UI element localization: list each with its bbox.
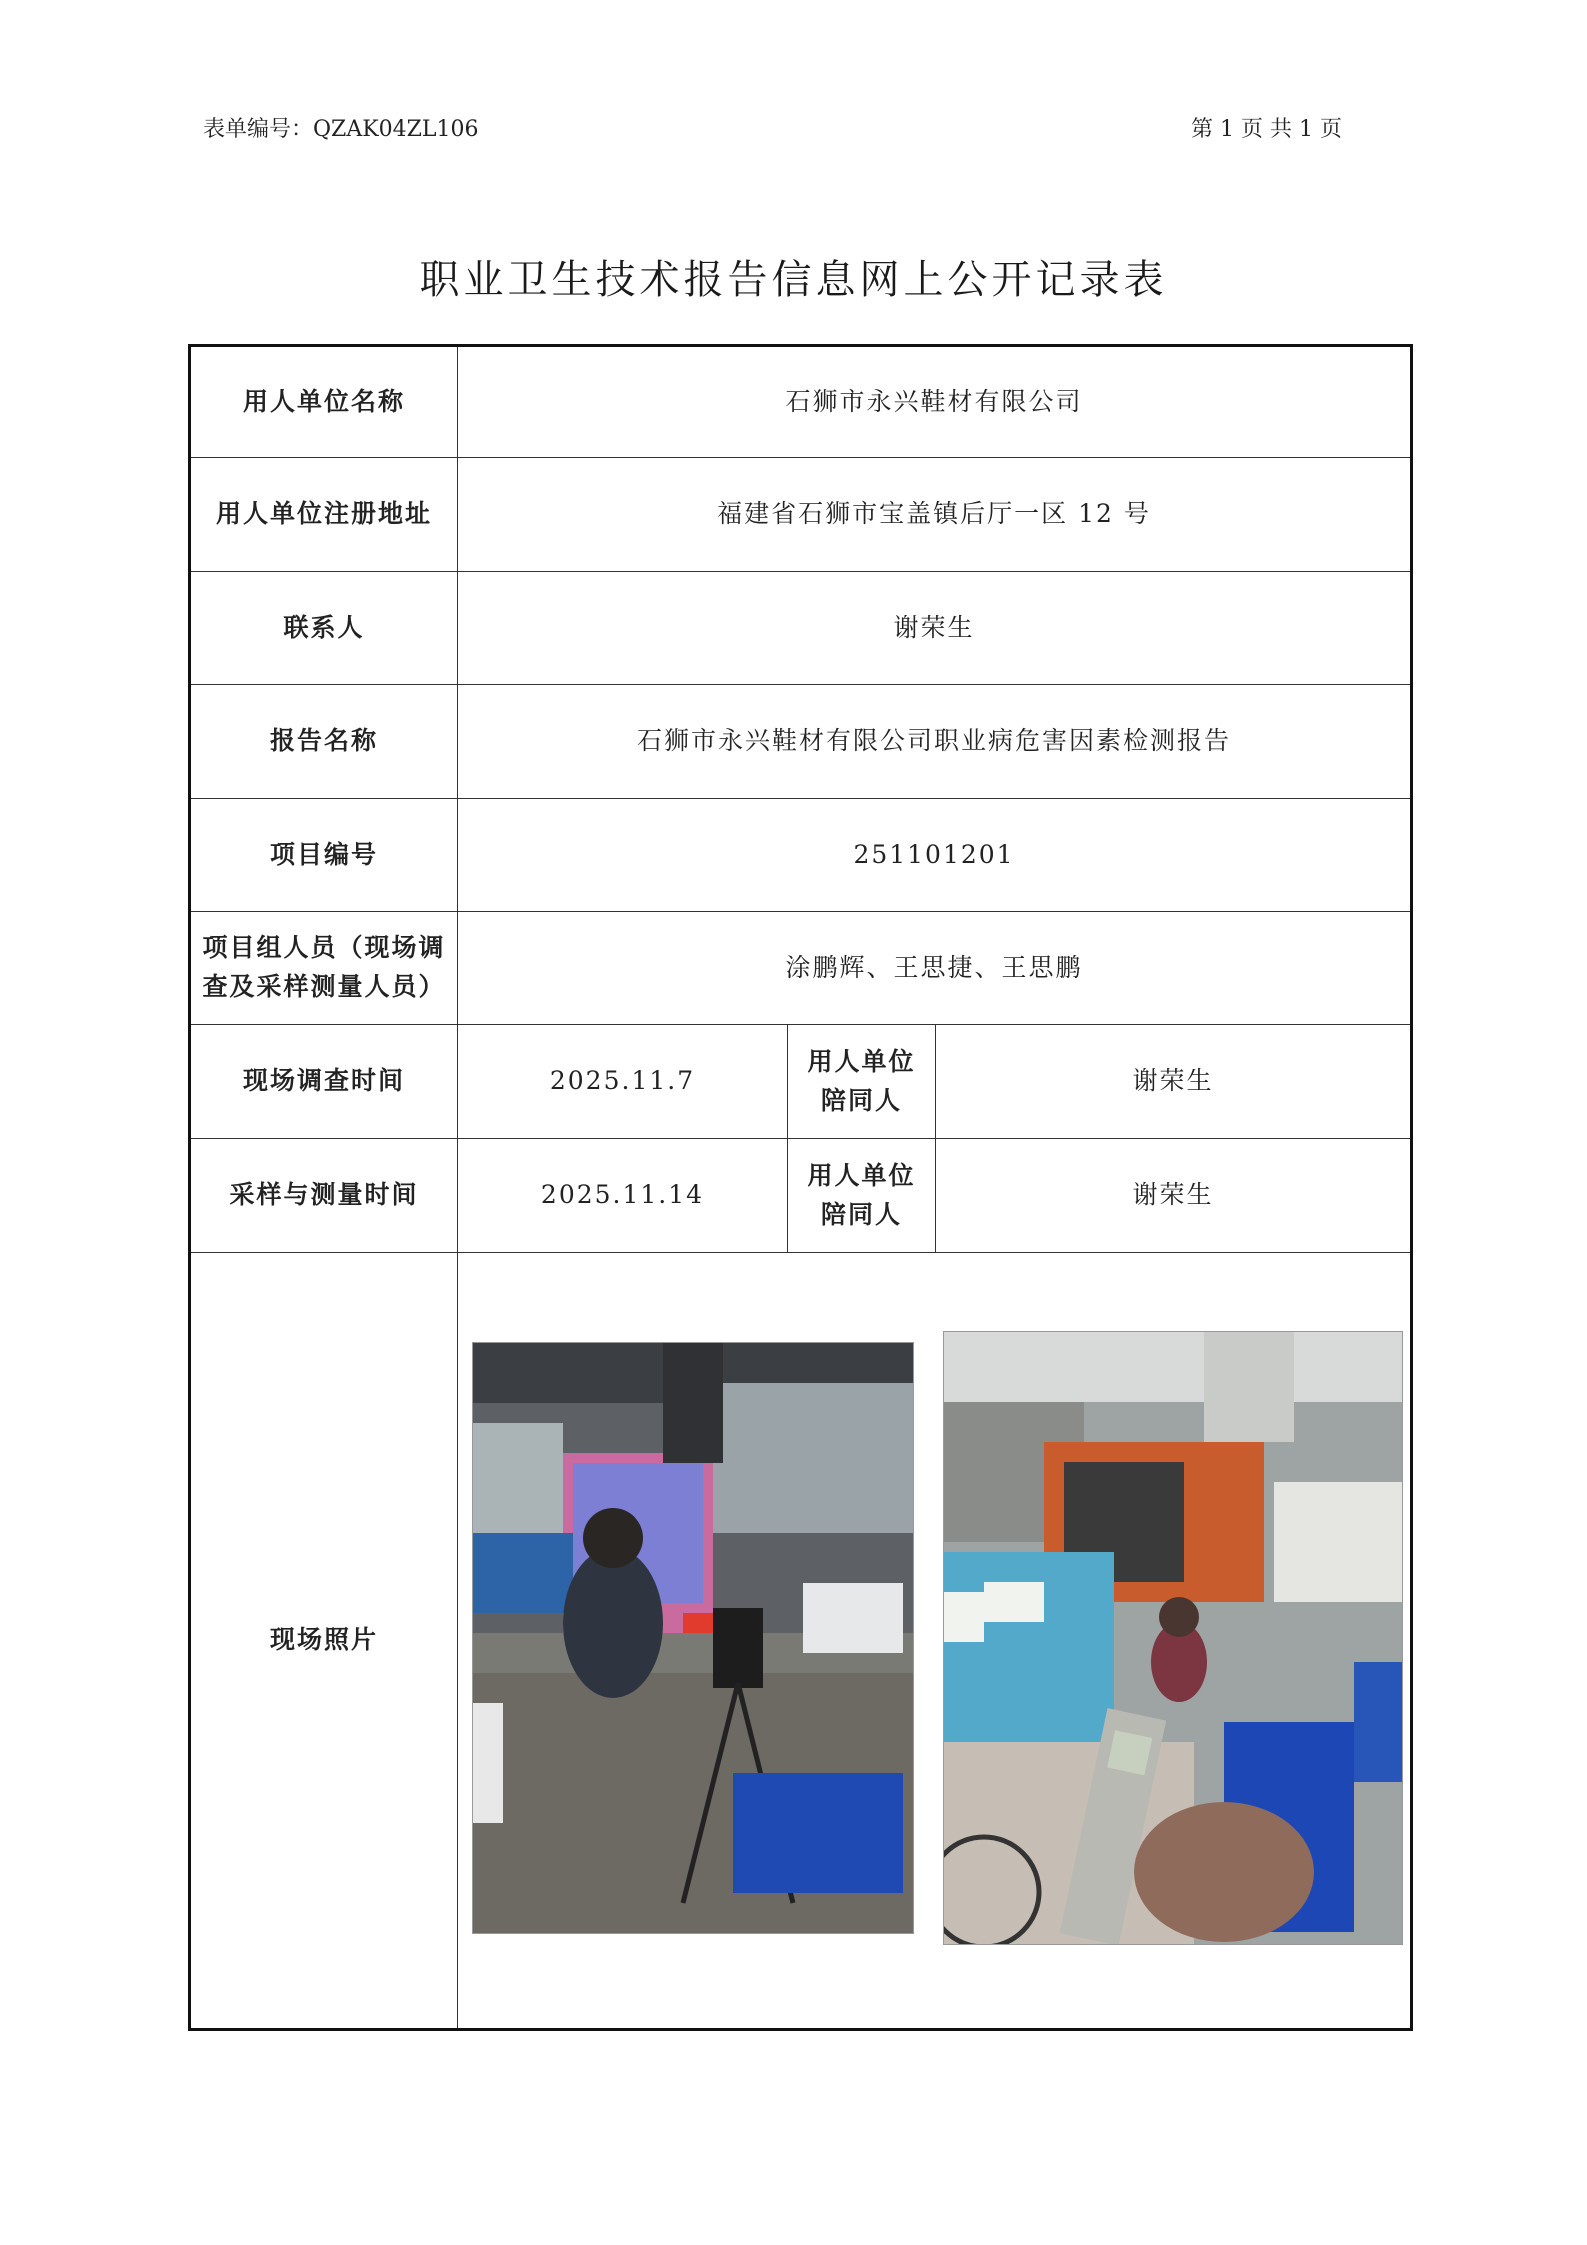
company-name-value: 石狮市永兴鞋材有限公司 <box>458 346 1412 458</box>
contact-value: 谢荣生 <box>458 572 1412 685</box>
row-survey <box>190 1025 1412 1139</box>
survey-companion-value: 谢荣生 <box>936 1025 1412 1139</box>
sampling-time-label: 采样与测量时间 <box>190 1139 458 1253</box>
sampling-companion-value: 谢荣生 <box>936 1139 1412 1253</box>
team-label: 项目组人员（现场调查及采样测量人员） <box>190 912 458 1025</box>
row-company-name <box>190 346 1412 458</box>
address-label: 用人单位注册地址 <box>190 458 458 572</box>
survey-companion-label: 用人单位陪同人 <box>788 1025 936 1139</box>
row-address <box>190 458 1412 572</box>
document-title: 职业卫生技术报告信息网上公开记录表 <box>419 257 1168 303</box>
report-name-value: 石狮市永兴鞋材有限公司职业病危害因素检测报告 <box>458 685 1412 799</box>
site-photo-workshop-image <box>473 1343 913 1933</box>
sampling-time-value: 2025.11.14 <box>458 1139 788 1253</box>
row-team <box>190 912 1412 1025</box>
form-number: 表单编号：QZAK04ZL106 <box>203 117 479 142</box>
project-no-value: 251101201 <box>458 799 1412 912</box>
address-value: 福建省石狮市宝盖镇后厅一区 12 号 <box>458 458 1412 572</box>
survey-time-value: 2025.11.7 <box>458 1025 788 1139</box>
row-photos <box>190 1253 1412 2030</box>
team-value: 涂鹏辉、王思捷、王思鹏 <box>458 912 1412 1025</box>
sampling-companion-label: 用人单位陪同人 <box>788 1139 936 1253</box>
record-table <box>188 344 1413 2031</box>
site-photo-workshop <box>472 1342 914 1934</box>
site-photo-noise-measurement <box>943 1331 1403 1945</box>
photos-label: 现场照片 <box>190 1253 458 2030</box>
photos-cell <box>458 1253 1412 2030</box>
page-info: 第 1 页 共 1 页 <box>1191 117 1342 142</box>
project-no-label: 项目编号 <box>190 799 458 912</box>
row-sampling <box>190 1139 1412 1253</box>
company-name-label: 用人单位名称 <box>190 346 458 458</box>
row-report-name <box>190 685 1412 799</box>
site-photo-noise-measurement-image <box>944 1332 1402 1944</box>
row-project-no <box>190 799 1412 912</box>
row-contact <box>190 572 1412 685</box>
contact-label: 联系人 <box>190 572 458 685</box>
survey-time-label: 现场调查时间 <box>190 1025 458 1139</box>
report-name-label: 报告名称 <box>190 685 458 799</box>
